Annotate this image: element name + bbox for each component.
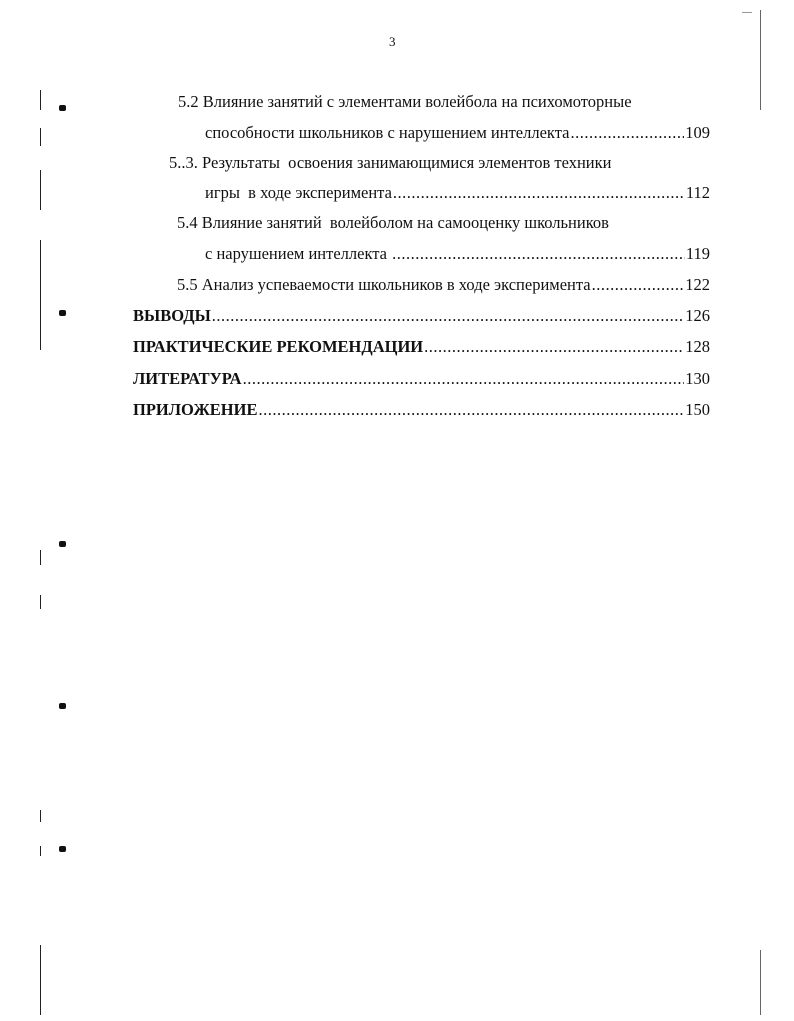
toc-page: 126 bbox=[685, 306, 710, 325]
scan-edge-line bbox=[40, 90, 41, 110]
page-number: 3 bbox=[389, 34, 396, 49]
toc-entry-5-2-cont bbox=[205, 123, 710, 143]
scan-edge-line bbox=[40, 128, 41, 146]
dot-leader bbox=[424, 337, 684, 357]
binder-hole-mark bbox=[59, 703, 66, 709]
toc-entry-appendix bbox=[133, 400, 710, 420]
scan-edge-line bbox=[760, 10, 761, 110]
dot-leader bbox=[212, 306, 684, 326]
dot-leader bbox=[258, 400, 684, 420]
binder-hole-mark bbox=[59, 846, 66, 852]
toc-page: 109 bbox=[685, 123, 710, 142]
scan-edge-line bbox=[742, 12, 752, 13]
toc-entry-5-4 bbox=[177, 213, 609, 233]
scan-edge-line bbox=[40, 945, 41, 1015]
dot-leader bbox=[392, 244, 685, 264]
toc-text: игры в ходе эксперимента bbox=[205, 183, 392, 202]
scan-edge-line bbox=[40, 595, 41, 609]
toc-entry-5-5 bbox=[177, 275, 710, 295]
toc-page: 150 bbox=[685, 400, 710, 419]
scan-edge-line bbox=[40, 810, 41, 822]
toc-text: ЛИТЕРАТУРА bbox=[133, 369, 242, 388]
scan-edge-line bbox=[40, 550, 41, 565]
scan-edge-line bbox=[760, 950, 761, 1015]
toc-page: 130 bbox=[685, 369, 710, 388]
toc-text: 5..3. Результаты освоения занимающимися элементов техники bbox=[169, 153, 612, 172]
toc-page: 128 bbox=[685, 337, 710, 356]
toc-entry-recommendations bbox=[133, 337, 710, 357]
dot-leader bbox=[393, 183, 685, 203]
dot-leader bbox=[570, 123, 684, 143]
toc-entry-literature bbox=[133, 369, 710, 389]
toc-entry-5-3-cont bbox=[205, 183, 710, 203]
binder-hole-mark bbox=[59, 541, 66, 547]
toc-entry-conclusions bbox=[133, 306, 710, 326]
scan-edge-line bbox=[40, 240, 41, 350]
toc-text: ПРАКТИЧЕСКИЕ РЕКОМЕНДАЦИИ bbox=[133, 337, 424, 356]
toc-page: 112 bbox=[685, 183, 710, 202]
dot-leader bbox=[592, 275, 685, 295]
toc-page: 122 bbox=[685, 275, 710, 294]
toc-text: ВЫВОДЫ bbox=[133, 306, 211, 325]
toc-text: 5.2 Влияние занятий с элементами волейбола на психомоторные bbox=[178, 92, 632, 111]
dot-leader bbox=[243, 369, 685, 389]
toc-page: 119 bbox=[685, 244, 710, 263]
toc-text: ПРИЛОЖЕНИЕ bbox=[133, 400, 258, 419]
binder-hole-mark bbox=[59, 105, 66, 111]
toc-text: с нарушением интеллекта bbox=[205, 244, 392, 263]
scan-edge-line bbox=[40, 846, 41, 856]
toc-text: способности школьников с нарушением интеллекта bbox=[205, 123, 570, 142]
binder-hole-mark bbox=[59, 310, 66, 316]
toc-entry-5-2 bbox=[178, 92, 632, 112]
toc-text: 5.5 Анализ успеваемости школьников в ходе эксперимента bbox=[177, 275, 591, 294]
scan-edge-line bbox=[40, 170, 41, 210]
toc-entry-5-3 bbox=[169, 153, 611, 173]
toc-entry-5-4-cont bbox=[205, 244, 710, 264]
toc-text: 5.4 Влияние занятий волейболом на самооценку школьников bbox=[177, 213, 609, 232]
